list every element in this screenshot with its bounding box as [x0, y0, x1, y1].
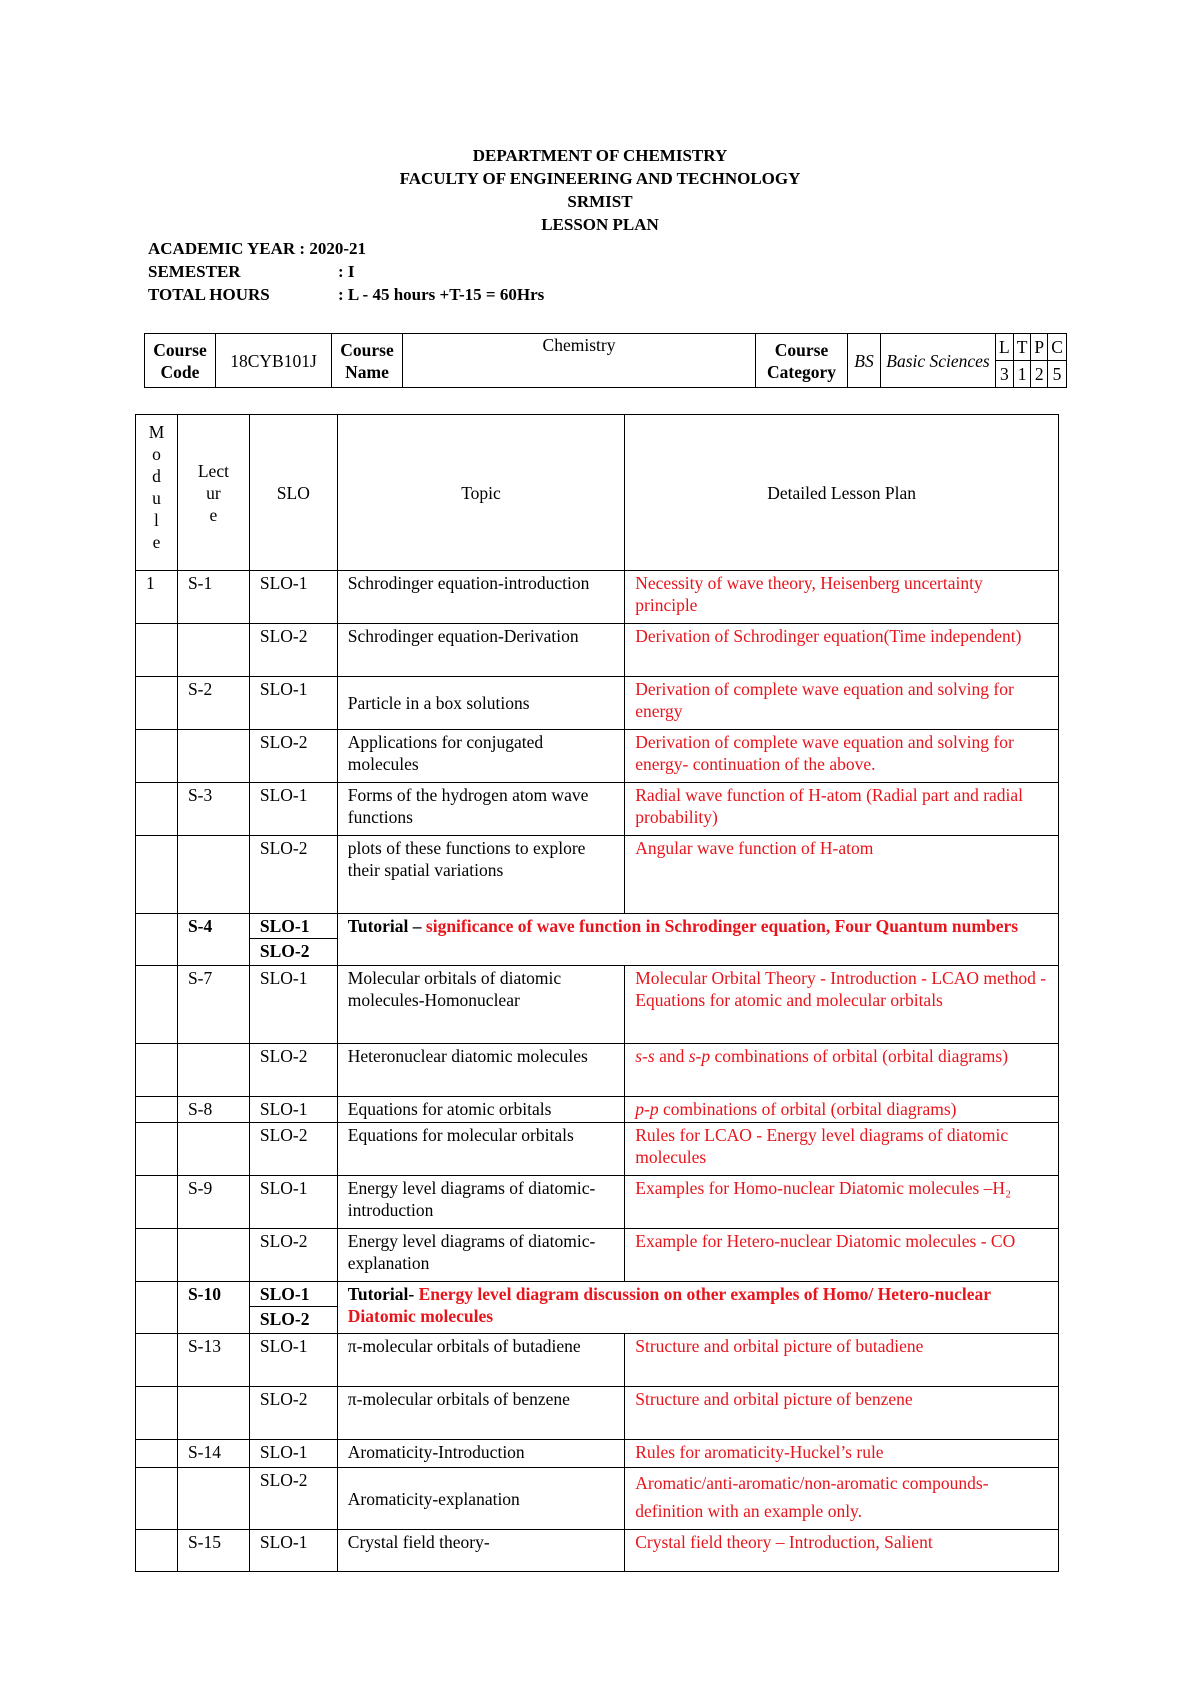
topic-cell: Equations for atomic orbitals: [337, 1097, 624, 1123]
slo-cell: [249, 914, 337, 966]
detail-cell: Aromatic/anti-aromatic/non-aromatic compounds- definition with an example only.: [625, 1468, 1059, 1530]
table-row: [136, 1387, 1059, 1440]
course-category-label: Course Category: [756, 334, 848, 388]
header-module: [136, 415, 178, 571]
detail-cell: Derivation of complete wave equation and solving for energy: [625, 677, 1059, 730]
tutorial-cell: [337, 914, 1058, 966]
slo-cell: SLO-1: [249, 571, 337, 624]
slo-cell: SLO-2: [249, 1229, 337, 1282]
lecture-cell: [177, 1044, 249, 1097]
slo-cell: SLO-1: [249, 1097, 337, 1123]
course-category-name: Basic Sciences: [881, 334, 996, 388]
detail-cell: Structure and orbital picture of butadiene: [625, 1334, 1059, 1387]
table-row: [136, 1097, 1059, 1123]
module-cell: [136, 1440, 178, 1468]
module-cell: [136, 1097, 178, 1123]
detail-cell: Example for Hetero-nuclear Diatomic molecules - CO: [625, 1229, 1059, 1282]
detail-text-d: combinations of orbital (orbital diagrams): [710, 1046, 1009, 1066]
lecture-cell: S-10: [177, 1282, 249, 1334]
course-category: BS: [848, 334, 881, 388]
detail-cell: Rules for aromaticity-Huckel’s rule: [625, 1440, 1059, 1468]
slo-2-label: SLO-2: [259, 1309, 310, 1329]
faculty-title: FACULTY OF ENGINEERING AND TECHNOLOGY: [399, 169, 801, 188]
detail-text-b: and: [654, 1046, 689, 1066]
topic-cell: Schrodinger equation-introduction: [337, 571, 624, 624]
detail-cell: [625, 1097, 1059, 1123]
topic-cell: Forms of the hydrogen atom wave functions: [337, 783, 624, 836]
module-cell: [136, 1530, 178, 1572]
detail-cell: Rules for LCAO - Energy level diagrams of diatomic molecules: [625, 1123, 1059, 1176]
header-module-text: M o d u l e: [148, 422, 165, 552]
slo-cell: SLO-2: [249, 836, 337, 914]
ltpc-value-p: 2: [1031, 361, 1048, 388]
detail-cell: Radial wave function of H-atom (Radial part and radial probability): [625, 783, 1059, 836]
ltpc-header-c: C: [1048, 334, 1067, 361]
lecture-cell: S-7: [177, 966, 249, 1044]
department-title: DEPARTMENT OF CHEMISTRY: [472, 146, 728, 165]
lecture-cell: S-4: [177, 914, 249, 966]
semester-line: [148, 262, 355, 282]
table-row: [136, 677, 1059, 730]
slo-cell: SLO-1: [249, 1176, 337, 1229]
slo-cell: SLO-2: [249, 1123, 337, 1176]
topic-cell: plots of these functions to explore their spatial variations: [337, 836, 624, 914]
course-name-label: Course Name: [332, 334, 403, 388]
ltpc-value-l: 3: [996, 361, 1014, 388]
lecture-cell: [177, 1229, 249, 1282]
slo-1-label: SLO-1: [250, 1282, 337, 1307]
tutorial-row: [136, 1282, 1059, 1334]
slo-cell: SLO-2: [249, 730, 337, 783]
detail-cell: Derivation of complete wave equation and solving for energy- continuation of the above.: [625, 730, 1059, 783]
module-cell: [136, 1387, 178, 1440]
tutorial-text: Energy level diagram discussion on other examples of Homo/ Hetero-nuclear Diatomic molecules: [347, 1284, 991, 1326]
topic-cell: Equations for molecular orbitals: [337, 1123, 624, 1176]
module-cell: [136, 836, 178, 914]
topic-cell: Heteronuclear diatomic molecules: [337, 1044, 624, 1097]
table-row: [136, 1530, 1059, 1572]
header-lecture-text: Lect ur e: [197, 460, 229, 525]
table-row: [136, 1229, 1059, 1282]
topic-cell: Aromaticity-explanation: [337, 1468, 624, 1530]
table-row: [136, 836, 1059, 914]
topic-cell: Crystal field theory-: [337, 1530, 624, 1572]
table-row: [136, 1044, 1059, 1097]
module-cell: [136, 1123, 178, 1176]
topic-cell: Particle in a box solutions: [337, 677, 624, 730]
lecture-cell: S-8: [177, 1097, 249, 1123]
total-hours-label: TOTAL HOURS: [148, 285, 270, 304]
course-info-table: [144, 333, 1067, 388]
lecture-cell: S-15: [177, 1530, 249, 1572]
topic-cell: Applications for conjugated molecules: [337, 730, 624, 783]
module-cell: [136, 1282, 178, 1334]
module-cell: [136, 624, 178, 677]
slo-1-label: SLO-1: [250, 914, 337, 939]
topic-cell: Aromaticity-Introduction: [337, 1440, 624, 1468]
lecture-cell: S-1: [177, 571, 249, 624]
header-slo: SLO: [249, 415, 337, 571]
slo-cell: SLO-2: [249, 1387, 337, 1440]
table-header-row: [136, 415, 1059, 571]
lecture-cell: S-2: [177, 677, 249, 730]
total-hours-value: : L - 45 hours +T-15 = 60Hrs: [338, 285, 545, 304]
lecture-cell: [177, 730, 249, 783]
module-cell: [136, 1176, 178, 1229]
detail-cell: [625, 1044, 1059, 1097]
lecture-cell: S-9: [177, 1176, 249, 1229]
institution-title: SRMIST: [567, 192, 633, 211]
slo-cell: [249, 1282, 337, 1334]
header-lecture: [177, 415, 249, 571]
slo-cell: SLO-1: [249, 1530, 337, 1572]
ltpc-header-l: L: [996, 334, 1014, 361]
table-row: [136, 571, 1059, 624]
ltpc-header-p: P: [1031, 334, 1048, 361]
slo-cell: SLO-2: [249, 1468, 337, 1530]
module-cell: [136, 677, 178, 730]
document-title: LESSON PLAN: [541, 215, 659, 234]
table-row: [136, 1176, 1059, 1229]
lecture-cell: S-13: [177, 1334, 249, 1387]
module-cell: [136, 1468, 178, 1530]
module-cell: [136, 730, 178, 783]
slo-cell: SLO-1: [249, 966, 337, 1044]
semester-label: SEMESTER: [148, 262, 241, 281]
lecture-cell: [177, 1387, 249, 1440]
table-row: [136, 1334, 1059, 1387]
detail-cell: Derivation of Schrodinger equation(Time independent): [625, 624, 1059, 677]
detail-cell: Necessity of wave theory, Heisenberg uncertainty principle: [625, 571, 1059, 624]
module-cell: [136, 966, 178, 1044]
module-cell: [136, 1334, 178, 1387]
module-cell: [136, 783, 178, 836]
topic-cell: Energy level diagrams of diatomic-introduction: [337, 1176, 624, 1229]
academic-year: ACADEMIC YEAR : 2020-21: [148, 239, 366, 258]
total-hours-line: [148, 285, 544, 305]
table-row: [136, 1468, 1059, 1530]
course-name: Chemistry: [403, 334, 756, 388]
tutorial-row: [136, 914, 1059, 966]
ltpc-value-c: 5: [1048, 361, 1067, 388]
detail-cell: Molecular Orbital Theory - Introduction - LCAO method - Equations for atomic and molecular orbitals: [625, 966, 1059, 1044]
table-row: [136, 966, 1059, 1044]
detail-italic-c: s-p: [688, 1046, 711, 1066]
tutorial-lead: Tutorial-: [347, 1284, 419, 1304]
topic-cell: π-molecular orbitals of benzene: [337, 1387, 624, 1440]
lecture-cell: [177, 1123, 249, 1176]
lecture-cell: [177, 624, 249, 677]
course-code: 18CYB101J: [216, 334, 332, 388]
detail-cell: Angular wave function of H-atom: [625, 836, 1059, 914]
table-row: [136, 730, 1059, 783]
slo-cell: SLO-2: [249, 624, 337, 677]
slo-2-label: SLO-2: [259, 941, 310, 961]
table-row: [136, 1123, 1059, 1176]
slo-cell: SLO-2: [249, 1044, 337, 1097]
tutorial-cell: [337, 1282, 1058, 1334]
table-row: [136, 783, 1059, 836]
module-cell: 1: [136, 571, 178, 624]
lesson-plan-table: [135, 414, 1059, 1572]
detail-text-d: combinations of orbital (orbital diagrams): [658, 1099, 957, 1119]
ltpc-value-t: 1: [1013, 361, 1031, 388]
tutorial-lead: Tutorial –: [347, 916, 426, 936]
lecture-cell: [177, 836, 249, 914]
detail-italic-a: p-p: [635, 1099, 659, 1119]
semester-value: : I: [338, 262, 355, 281]
detail-cell: Examples for Homo-nuclear Diatomic molecules –H₂: [625, 1176, 1059, 1229]
detail-cell: Structure and orbital picture of benzene: [625, 1387, 1059, 1440]
course-code-label: Course Code: [145, 334, 216, 388]
topic-cell: Molecular orbitals of diatomic molecules-Homonuclear: [337, 966, 624, 1044]
tutorial-text: significance of wave function in Schrodinger equation, Four Quantum numbers: [425, 916, 1019, 936]
header-topic: Topic: [337, 415, 624, 571]
slo-cell: SLO-1: [249, 1334, 337, 1387]
detail-italic-a: s-s: [635, 1046, 655, 1066]
lecture-cell: [177, 1468, 249, 1530]
topic-cell: π-molecular orbitals of butadiene: [337, 1334, 624, 1387]
header-detail: Detailed Lesson Plan: [625, 415, 1059, 571]
slo-cell: SLO-1: [249, 783, 337, 836]
topic-cell: Schrodinger equation-Derivation: [337, 624, 624, 677]
module-cell: [136, 914, 178, 966]
lecture-cell: S-14: [177, 1440, 249, 1468]
table-row: [136, 1440, 1059, 1468]
topic-cell: Energy level diagrams of diatomic-explanation: [337, 1229, 624, 1282]
module-cell: [136, 1044, 178, 1097]
table-row: [136, 624, 1059, 677]
ltpc-header-t: T: [1013, 334, 1031, 361]
lecture-cell: S-3: [177, 783, 249, 836]
detail-cell: Crystal field theory – Introduction, Salient: [625, 1530, 1059, 1572]
slo-cell: SLO-1: [249, 677, 337, 730]
module-cell: [136, 1229, 178, 1282]
slo-cell: SLO-1: [249, 1440, 337, 1468]
